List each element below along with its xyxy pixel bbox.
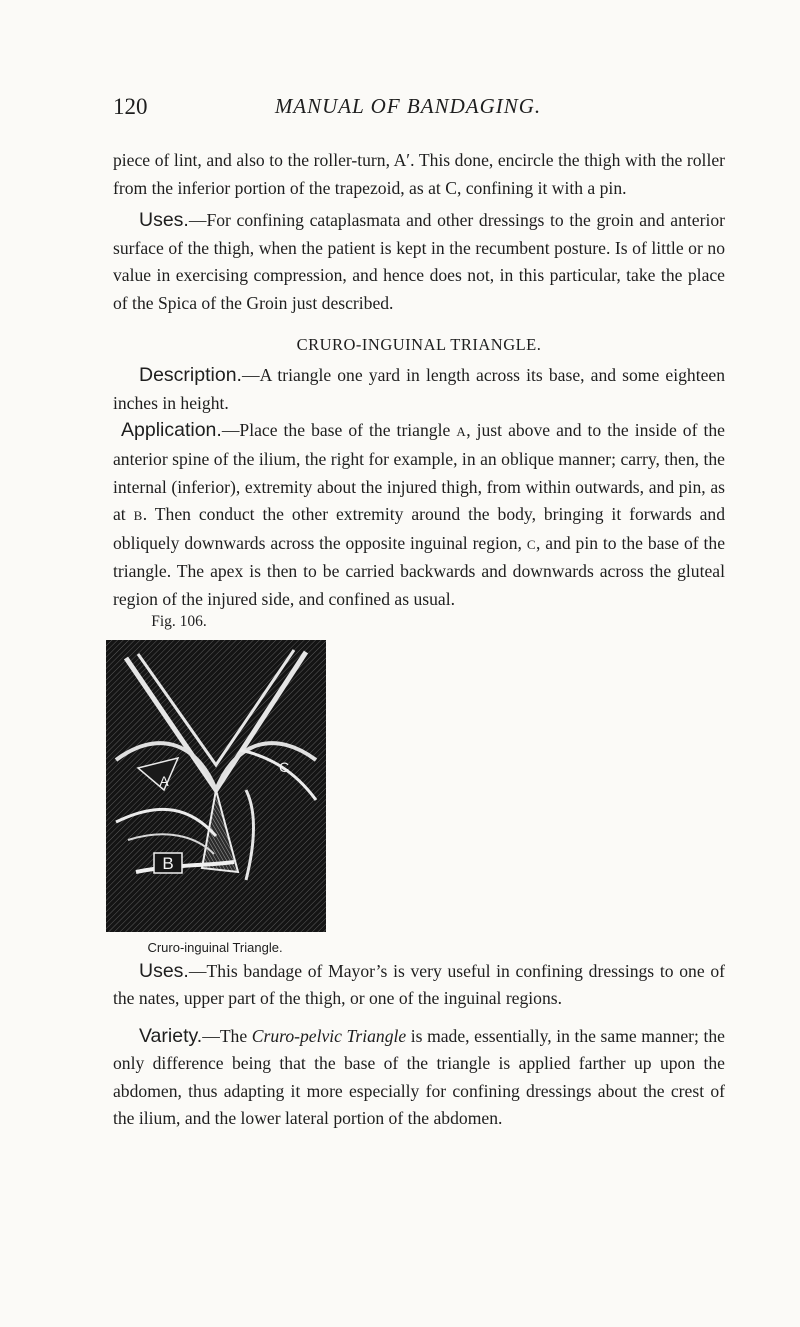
- application-text-a: —Place the base of the triangle: [221, 420, 457, 441]
- figure-letter-b: B: [162, 853, 174, 873]
- uses-text-2: —This bandage of Mayor’s is very useful in confining dressings to one of the nates, upper part of the thigh, or one of the inguinal regions.: [113, 960, 725, 1009]
- variety-italic: Cruro-pelvic Triangle: [251, 1025, 407, 1046]
- figure-label: Fig. 106.: [151, 612, 207, 630]
- variety-text-a: —The: [202, 1025, 252, 1046]
- page-body: [113, 147, 725, 1133]
- variety-text-b: is made, essentially, in the same manner; the only difference being that the base of the triangle is applied farther up upon the abdomen, thus adapting it more especially for confining dressings about the crest of the ilium, and the lower lateral portion of the abdomen.: [113, 1025, 725, 1129]
- paragraph-continuation: piece of lint, and also to the roller-turn, A′. This done, encircle the thigh with the roller from the inferior portion of the trapezoid, as at C, confining it with a pin.: [113, 150, 725, 198]
- section-title: CRURO-INGUINAL TRIANGLE.: [296, 334, 542, 354]
- description-text: —A triangle one yard in length across its base, and some eighteen inches in height.: [113, 365, 725, 413]
- application-letter-a: A: [456, 424, 467, 440]
- figure-illustration: [106, 640, 326, 932]
- application-letter-c: C: [526, 536, 536, 552]
- page-header: [113, 94, 703, 124]
- description-paragraph: [113, 362, 725, 417]
- application-text-b: , just above and to the inside of the anterior spine of the ilium, the right for example, in an oblique manner; carry, then, the internal (inferior), extremity about the injured thigh, from within outwards, and pin, as at: [113, 420, 725, 525]
- application-text-d: , and pin to the base of the triangle. The apex is then to be carried backwards and downwards across the gluteal region of the injured side, and confined as usual.: [113, 532, 725, 609]
- uses-heading-1: Uses.: [139, 209, 189, 232]
- figure-letter-a: A: [159, 772, 169, 789]
- description-heading: Description.: [139, 364, 242, 387]
- running-title: MANUAL OF BANDAGING.: [274, 94, 542, 118]
- application-paragraph: [113, 417, 725, 613]
- application-text-c: . Then conduct the other extremity around the body, bringing it forwards and obliquely downwards across the opposite inguinal region,: [113, 504, 725, 553]
- uses-heading-2: Uses.: [139, 959, 189, 982]
- figure-106: [101, 612, 329, 958]
- figure-caption: Cruro-inguinal Triangle.: [147, 939, 283, 955]
- variety-paragraph: [113, 1023, 725, 1133]
- uses-text-1: —For confining cataplasmata and other dressings to the groin and anterior surface of the thigh, when the patient is kept in the recumbent posture. Is of little or no value in exercising compression, and hence does not, in this particular, take the place of the Spica of the Groin just described.: [113, 210, 725, 313]
- application-letter-b: B: [133, 508, 143, 524]
- variety-heading: Variety.: [139, 1024, 203, 1047]
- uses-paragraph-1: [113, 207, 725, 317]
- page-number: 120: [113, 94, 148, 119]
- application-heading: Application.: [121, 419, 222, 442]
- figure-letter-c: C: [278, 758, 290, 775]
- uses-paragraph-2: [113, 958, 725, 1013]
